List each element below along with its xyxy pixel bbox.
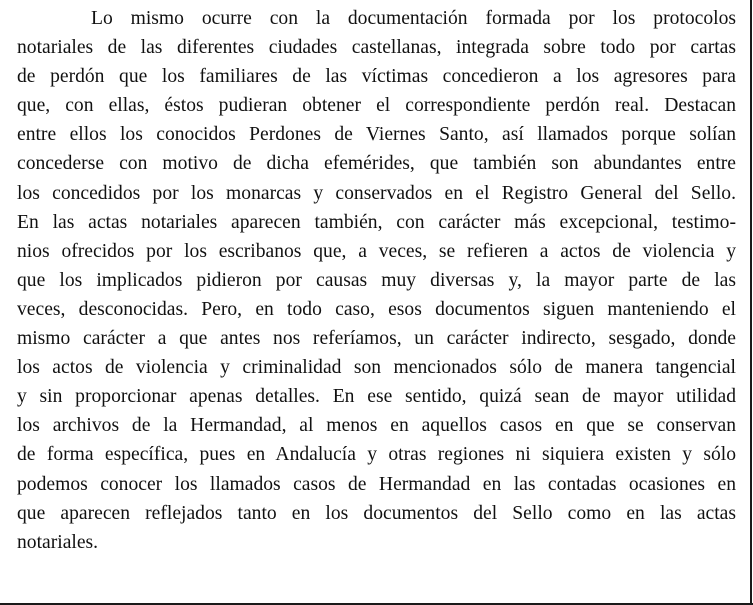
- text-line: notariales.: [17, 531, 99, 553]
- text-line: concederse con motivo de dicha efemérides, que también son abundantes entre: [17, 153, 736, 175]
- text-line: podemos conocer los llamados casos de Hermandad en las contadas ocasiones en: [17, 473, 736, 495]
- page-edge-right: [750, 0, 752, 605]
- text-line: y sin proporcionar apenas detalles. En ese sentido, quizá sean de mayor utilidad: [17, 386, 736, 408]
- text-line: los archivos de la Hermandad, al menos en aquellos casos en que se conservan: [17, 415, 736, 437]
- text-line: Lo mismo ocurre con la documentación formada por los protocolos: [91, 8, 736, 29]
- text-line: entre ellos los conocidos Perdones de Viernes Santo, así llamados porque solían: [17, 124, 736, 146]
- text-line: veces, desconocidas. Pero, en todo caso, esos documentos siguen manteniendo el: [17, 298, 736, 320]
- text-line: mismo carácter a que antes nos referíamos, un carácter indirecto, sesgado, donde: [17, 328, 736, 350]
- text-line: los actos de violencia y criminalidad son mencionados sólo de manera tangencial: [17, 357, 736, 379]
- text-line: nios ofrecidos por los escribanos que, a veces, se refieren a actos de violencia y: [17, 240, 736, 262]
- text-line: los concedidos por los monarcas y conservados en el Registro General del Sello.: [17, 182, 736, 204]
- text-line: de forma específica, pues en Andalucía y otras regiones ni siquiera existen y sólo: [17, 444, 736, 466]
- text-line: que aparecen reflejados tanto en los documentos del Sello como en las actas: [17, 502, 736, 524]
- text-line: En las actas notariales aparecen también, con carácter más excepcional, testimo-: [17, 211, 736, 233]
- text-line: notariales de las diferentes ciudades castellanas, integrada sobre todo por cartas: [17, 37, 736, 59]
- text-line: de perdón que los familiares de las víctimas concedieron a los agresores para: [17, 66, 736, 88]
- text-line: que, con ellas, éstos pudieran obtener el correspondiente perdón real. Destacan: [17, 95, 736, 117]
- paragraph: [17, 4, 736, 557]
- text-line: que los implicados pidieron por causas muy diversas y, la mayor parte de las: [17, 269, 736, 291]
